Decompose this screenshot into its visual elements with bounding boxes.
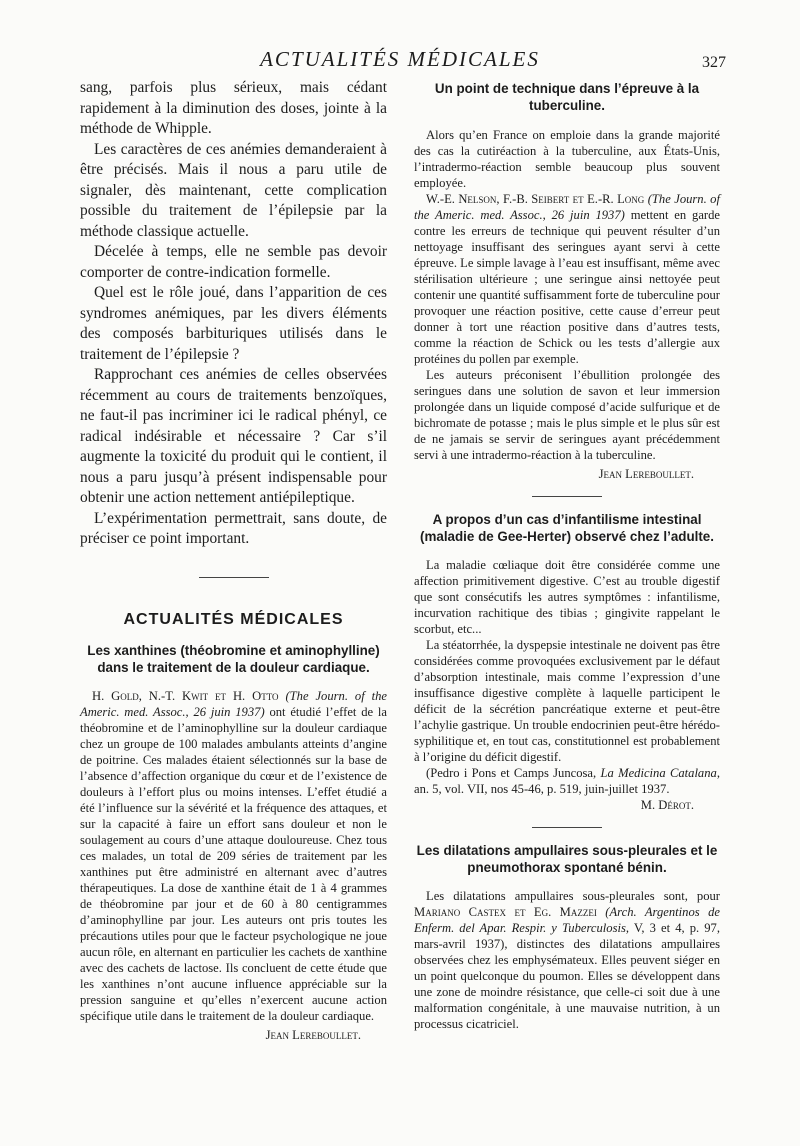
paragraph: Les caractères de ces anémies demanderaient à être précisés. Mais il nous a paru utile de signaler, dès maintenant, cette complication possible du traitement de l’épilepsie par la méthode classique actuelle.	[80, 140, 387, 240]
left-column	[80, 78, 387, 1043]
article-title: Un point de technique dans l’épreuve à la tuberculine.	[434, 81, 700, 113]
article-body	[414, 127, 720, 463]
paragraph: Quel est le rôle joué, dans l’apparition de ces syndromes anémiques, par les divers éléments des composés barbituriques utilisés dans le traitement de l’épilepsie ?	[80, 284, 387, 363]
article-lead: Les dilatations ampullaires sous-pleurales sont, pour	[426, 889, 720, 903]
paragraph: Alors qu’en France on emploie dans la grande majorité des cas la cutiréaction à la tuberculine, aux États-Unis, l’intradermo-réaction semble beaucoup plus souvent employée.	[414, 128, 720, 190]
paragraph: Les auteurs préconisent l’ébullition prolongée des seringues dans une solution de savon et leur immersion prolongée dans un liquide composé d’acide sulfurique et de bichromate de potasse ; mais le plus simple et le plus sûr est de ne jamais se servir de seringues ayant précédemment servi à une intradermo-réaction à la tuberculine.	[414, 368, 720, 462]
running-header-title: ACTUALITÉS MÉDICALES	[260, 47, 540, 71]
paragraph: L’expérimentation permettrait, sans doute, de préciser ce point important.	[80, 509, 387, 547]
article-text: ont étudié l’effet de la théobromine et de l’aminophylline sur la douleur cardiaque chez un groupe de 100 malades ambulants atteints d’angine de poitrine. Ces malades étaient sélectionnés sur la base de l’absence d’affection organique du cœur et de l’existence de douleurs à l’effort plus ou moins intenses. L’effet étudié a été l’influence sur la sévérité et la fréquence des attaques, et sur la capacité à faire un effort sans douleur et non le soulagement au cours d’une attaque douloureuse. Chez tous ces malades, un total de 209 séries de traitement par les xanthines put être administré en alternant avec d’autres thérapeutiques. La dose de xanthine était de 1 à 4 grammes de théobromine par jour et de 60 à 80 centigrammes d’aminophylline par jour. Les auteurs ont pris toutes les précautions utiles pour que le facteur psychologique ne joue aucun rôle, en alternant en particulier les cachets de xanthine avec des cachets de lactose. Ils concluent de cette étude que les xanthines n’ont aucune influence appréciable sur la pression sanguine et qu’elles n’exercent aucune action spécifique utile dans le traitement de la douleur cardiaque.	[80, 704, 388, 1023]
article-title: Les dilatations ampullaires sous-pleurales et le pneumothorax spontané bénin.	[416, 843, 718, 875]
section-heading: ACTUALITÉS MÉDICALES	[123, 610, 344, 628]
article-title: Les xanthines (théobromine et aminophylline) dans le traitement de la douleur cardiaque.	[87, 642, 380, 675]
section-divider	[199, 577, 269, 578]
reference-details: , an. 5, vol. VII, nos 45-46, p. 519, juin-juillet 1937.	[414, 766, 720, 796]
article-authors: W.-E. Nelson, F.-B. Seibert et E.-R. Long	[426, 192, 645, 206]
reference-prefix: (Pedro i Pons et Camps Juncosa,	[426, 766, 597, 780]
article-authors: Mariano Castex et Eg. Mazzei	[414, 905, 597, 919]
article-text: V, 3 et 4, p. 97, mars-avril 1937), distinctes des dilatations ampullaires observées chez les emphysémateux. Elles peuvent siéger en un point quelconque du poumon. Elles se développent dans une zone de moindre résistance, que celle-ci soit due à une malformation congénitale, à une mauvaise nutrition, à un processus cicatriciel.	[414, 921, 721, 1031]
article-body	[80, 688, 387, 1024]
reference-journal: La Medicina Catalana	[600, 766, 717, 780]
page-number: 327	[702, 54, 726, 71]
article-title: A propos d’un cas d’infantilisme intestinal (maladie de Gee-Herter) observé chez l’adulte.	[420, 512, 714, 544]
article-signature: Jean Lereboullet.	[598, 467, 694, 481]
continued-article	[80, 78, 387, 550]
paragraph: Décelée à temps, elle ne semble pas devoir comporter de contre-indication formelle.	[80, 243, 387, 281]
article-text: mettent en garde contre les erreurs de technique qui peuvent résulter d’un nettoyage insuffisant des seringues ayant servi à cette épreuve. Le simple lavage à l’eau est insuffisant, même avec stérilisation ultérieure ; une seringue ainsi nettoyée peut contenir une quantité suffisamment forte de tuberculine pour provoquer une réaction positive, cette cause d’erreur peut donner à tort une réaction positive dans d’autres tests, comme la réaction de Schick ou les tests d’allergie aux protéines du pollen par exemple.	[414, 208, 721, 366]
article-citation: (The Journ. of the Americ. med. Assoc., 26 juin 1937)	[414, 192, 720, 222]
article-authors: H. Gold, N.-T. Kwit et H. Otto	[92, 688, 279, 703]
section-divider	[532, 496, 602, 497]
article-citation: (The Journ. of the Americ. med. Assoc., 26 juin 1937)	[80, 688, 387, 719]
article-signature: Jean Lereboullet.	[265, 1027, 361, 1042]
paragraph: La maladie cœliaque doit être considérée comme une affection primitivement digestive. C’est au trouble digestif que sont consécutifs les autres symptômes : infantilisme, incurvation rachitique des tibias ; gingivite rappelant le scorbut, etc...	[414, 558, 720, 636]
paragraph: La stéatorrhée, la dyspepsie intestinale ne doivent pas être considérées comme provoquées exclusivement par le défaut d’absorption intestinale, mais comme l’expression d’une insuffisance digestive complète à laquelle participent le déficit de la sécrétion pancréatique externe et peut-être l’achylie gastrique. Un trouble endocrinien peut-être hérédo-syphilitique et, en tout cas, constitutionnel est probablement à l’origine du déficit digestif.	[414, 638, 720, 764]
right-column	[414, 80, 720, 1032]
paragraph: Rapprochant ces anémies de celles observées récemment au cours de traitements benzoïques, ne faut-il pas incriminer ici le radical phényl, ce radical indésirable et nécessaire ? Car s’il augmente la toxicité du produit qui le contient, il nous a paru jusqu’à présent indispensable pour obtenir une action nettement antiépileptique.	[80, 366, 387, 506]
paragraph: sang, parfois plus sérieux, mais cédant rapidement à la diminution des doses, jointe à la méthode de Whipple.	[80, 79, 387, 137]
article-body	[414, 888, 720, 1032]
article-citation: (Arch. Argentinos de Enferm. del Apar. Respir. y Tuberculosis,	[414, 905, 720, 935]
section-divider	[532, 827, 602, 828]
article-body	[414, 557, 720, 797]
article-signature: M. Dérot.	[640, 798, 694, 812]
